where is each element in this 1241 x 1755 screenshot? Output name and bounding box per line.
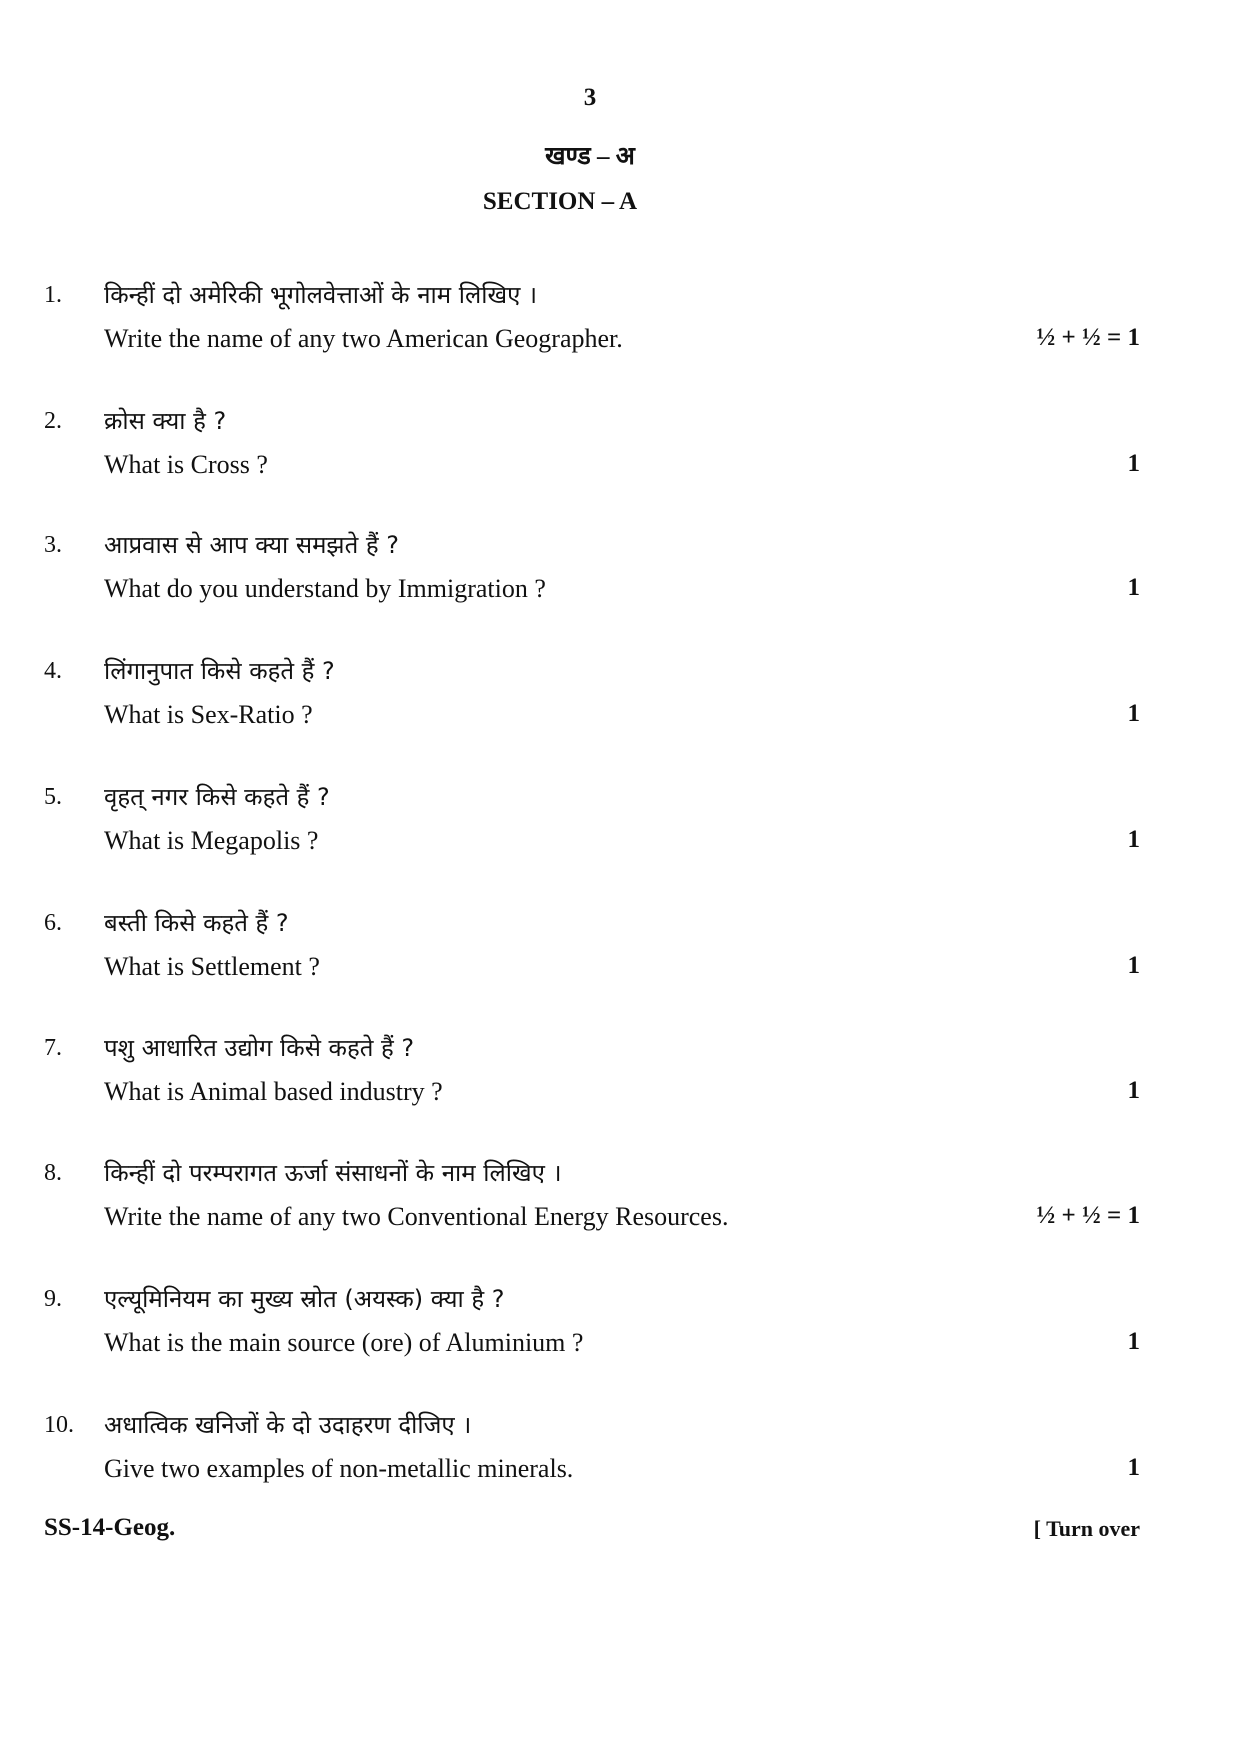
question-text-english: What is the main source (ore) of Aluminium ? [104,1328,584,1357]
question-item [44,658,1140,748]
page-number: 3 [583,84,597,111]
question-number: 9. [44,1286,62,1312]
question-marks: 1 [1127,826,1140,853]
question-text-english: Write the name of any two American Geographer. [104,324,623,353]
question-text-english: What is Sex-Ratio ? [104,700,313,729]
question-text-hindi: आप्रवास से आप क्या समझते हैं ? [104,531,399,559]
question-number: 7. [44,1035,62,1061]
section-title-english: SECTION – A [482,188,638,215]
question-item [44,282,1140,372]
question-text-english: What do you understand by Immigration ? [104,574,546,603]
question-marks: 1 [1127,952,1140,979]
question-text-hindi: पशु आधारित उद्योग किसे कहते हैं ? [104,1034,415,1062]
section-title-hindi: खण्ड – अ [545,143,635,170]
question-number: 5. [44,784,62,810]
question-marks: 1 [1127,574,1140,601]
question-marks: 1 [1127,1077,1140,1104]
question-item [44,408,1140,498]
question-text-hindi: वृहत् नगर किसे कहते हैं ? [104,783,330,811]
question-number: 4. [44,658,62,684]
question-text-hindi: क्रोस क्या है ? [104,407,227,435]
question-item [44,1412,1140,1502]
question-text-hindi: किन्हीं दो अमेरिकी भूगोलवेत्ताओं के नाम लिखिए । [104,281,538,309]
question-marks: 1 [1127,1454,1140,1481]
question-item [44,532,1140,622]
turn-over-note: [ Turn over [1033,1516,1140,1541]
question-number: 2. [44,408,62,434]
question-item [44,784,1140,874]
question-marks: ½ + ½ = 1 [1036,324,1140,351]
question-number: 3. [44,532,62,558]
question-text-english: What is Animal based industry ? [104,1077,443,1106]
question-number: 8. [44,1160,62,1186]
question-number: 10. [44,1412,74,1438]
question-text-hindi: एल्यूमिनियम का मुख्य स्रोत (अयस्क) क्या है ? [104,1285,505,1313]
question-item [44,1035,1140,1125]
question-text-hindi: बस्ती किसे कहते हैं ? [104,909,289,937]
question-marks: 1 [1127,1328,1140,1355]
question-number: 6. [44,910,62,936]
question-item [44,1286,1140,1376]
question-text-english: What is Megapolis ? [104,826,319,855]
question-text-hindi: किन्हीं दो परम्परागत ऊर्जा संसाधनों के नाम लिखिए । [104,1159,562,1187]
question-marks: 1 [1127,450,1140,477]
question-text-hindi: अधात्विक खनिजों के दो उदाहरण दीजिए । [104,1411,472,1439]
question-marks: 1 [1127,700,1140,727]
question-text-english: What is Cross ? [104,450,268,479]
question-text-hindi: लिंगानुपात किसे कहते हैं ? [104,657,335,685]
question-text-english: Write the name of any two Conventional Energy Resources. [104,1202,729,1231]
question-text-english: What is Settlement ? [104,952,320,981]
question-text-english: Give two examples of non-metallic minerals. [104,1454,574,1483]
question-marks: ½ + ½ = 1 [1036,1202,1140,1229]
paper-code: SS-14-Geog. [44,1514,176,1541]
question-number: 1. [44,282,62,308]
question-item [44,910,1140,1000]
question-item [44,1160,1140,1250]
